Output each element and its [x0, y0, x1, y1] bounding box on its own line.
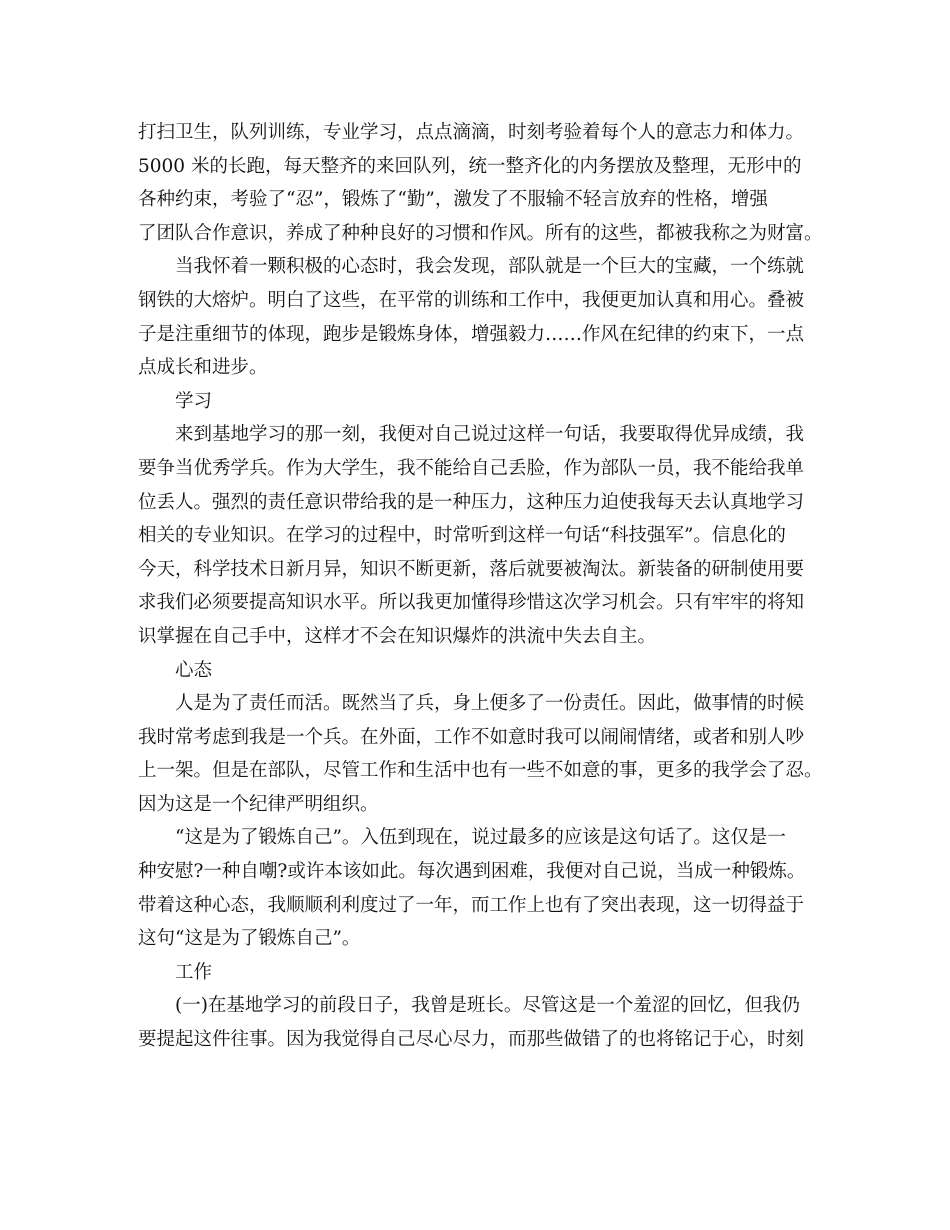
- text-line: 上一架。但是在部队，尽管工作和生活中也有一些不如意的事，更多的我学会了忍。: [138, 760, 823, 782]
- text-line: 当我怀着一颗积极的心态时，我会发现，部队就是一个巨大的宝藏，一个练就: [138, 256, 805, 278]
- text-line: 人是为了责任而活。既然当了兵，身上便多了一份责任。因此，做事情的时候: [138, 693, 805, 715]
- text-line: 要提起这件往事。因为我觉得自己尽心尽力，而那些做错了的也将铭记于心，时刻: [138, 1029, 805, 1051]
- section-heading-mindset: 心态: [138, 659, 213, 681]
- text-line: (一)在基地学习的前段日子，我曾是班长。尽管这是一个羞涩的回忆，但我仍: [138, 995, 800, 1017]
- text-line: 求我们必须要提高知识水平。所以我更加懂得珍惜这次学习机会。只有牢牢的将知: [138, 592, 805, 614]
- text-line: 相关的专业知识。在学习的过程中，时常听到这样一句话“科技强军”。信息化的: [138, 525, 786, 547]
- document-body: [138, 116, 823, 1057]
- section-heading-study: 学习: [138, 390, 213, 412]
- text-line: “这是为了锻炼自己”。入伍到现在，说过最多的应该是这句话了。这仅是一: [138, 827, 786, 849]
- text-line: 各种约束，考验了“忍”，锻炼了“勤”，激发了不服输不轻言放弃的性格，增强: [138, 189, 768, 211]
- text-line: 了团队合作意识，养成了种种良好的习惯和作风。所有的这些，都被我称之为财富。: [138, 222, 823, 244]
- text-line: 位丢人。强烈的责任意识带给我的是一种压力，这种压力迫使我每天去认真地学习: [138, 491, 805, 513]
- text-line: 我时常考虑到我是一个兵。在外面，工作不如意时我可以闹闹情绪，或者和别人吵: [138, 726, 805, 748]
- text-line: 这句“这是为了锻炼自己”。: [138, 928, 361, 950]
- text-line: 识掌握在自己手中，这样才不会在知识爆炸的洪流中失去自主。: [138, 625, 657, 647]
- text-line: 打扫卫生，队列训练，专业学习，点点滴滴，时刻考验着每个人的意志力和体力。: [138, 122, 805, 143]
- text-line: 种安慰?一种自嘲?或许本该如此。每次遇到困难，我便对自己说，当成一种锻炼。: [138, 861, 806, 883]
- text-line: 带着这种心态，我顺顺利利度过了一年，而工作上也有了突出表现，这一切得益于: [138, 894, 805, 916]
- section-heading-work: 工作: [138, 961, 213, 983]
- text-line: 钢铁的大熔炉。明白了这些，在平常的训练和工作中，我便更加认真和用心。叠被: [138, 289, 805, 311]
- text-line: 5000 米的长跑，每天整齐的来回队列，统一整齐化的内务摆放及整理，无形中的: [138, 155, 802, 177]
- text-line: 子是注重细节的体现，跑步是锻炼身体，增强毅力……作风在纪律的约束下，一点: [138, 323, 805, 345]
- text-line: 要争当优秀学兵。作为大学生，我不能给自己丢脸，作为部队一员，我不能给我单: [138, 457, 805, 479]
- text-line: 来到基地学习的那一刻，我便对自己说过这样一句话，我要取得优异成绩，我: [138, 424, 805, 446]
- text-line: 点成长和进步。: [138, 357, 268, 379]
- text-line: 今天，科学技术日新月异，知识不断更新，落后就要被淘汰。新装备的研制使用要: [138, 558, 805, 580]
- text-line: 因为这是一个纪律严明组织。: [138, 793, 379, 815]
